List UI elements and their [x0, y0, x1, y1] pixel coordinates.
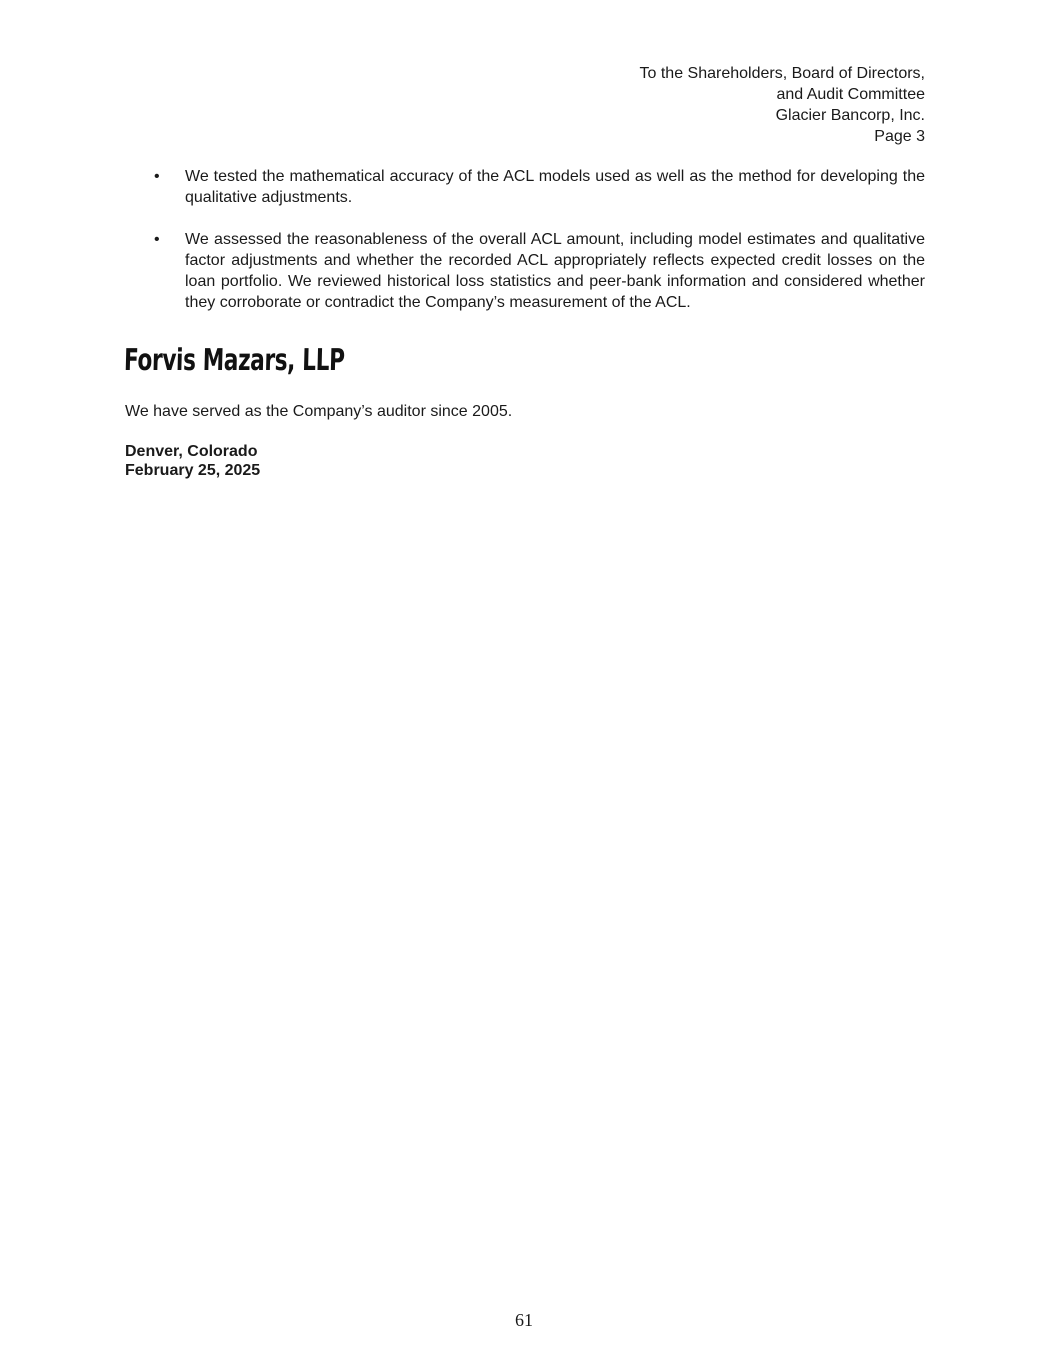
closing-block: [125, 442, 260, 480]
procedures-bullet-list: [125, 166, 925, 313]
page-number: 61: [515, 1310, 533, 1330]
bullet-icon: •: [154, 168, 160, 185]
bullet-icon: •: [154, 231, 160, 248]
header-addressee-line-2: and Audit Committee: [776, 86, 925, 103]
page-footer: [0, 1310, 1048, 1331]
bullet-text-acl-models: We tested the mathematical accuracy of the ACL models used as well as the method for developing the qualitative adjustments.: [185, 168, 925, 206]
header-company-name: Glacier Bancorp, Inc.: [775, 107, 925, 124]
closing-date: February 25, 2025: [125, 462, 261, 479]
list-item: [125, 166, 925, 208]
letter-header: [640, 63, 925, 147]
header-page-label: Page 3: [874, 128, 925, 145]
bullet-text-acl-reasonableness: We assessed the reasonableness of the overall ACL amount, including model estimates and qualitative factor adjustments and whether the recorded ACL appropriately reflects expected credit losses on the loan portfolio. We reviewed historical loss statistics and peer-bank information and considered whether they corroborate or contradict the Company’s measurement of the ACL.: [185, 231, 925, 311]
audit-firm-signature: Forvis Mazars, LLP: [123, 343, 346, 378]
header-addressee-line-1: To the Shareholders, Board of Directors,: [639, 65, 925, 82]
list-item: [125, 229, 925, 313]
closing-location: Denver, Colorado: [125, 443, 258, 460]
auditor-tenure-statement: We have served as the Company’s auditor since 2005.: [125, 403, 513, 420]
